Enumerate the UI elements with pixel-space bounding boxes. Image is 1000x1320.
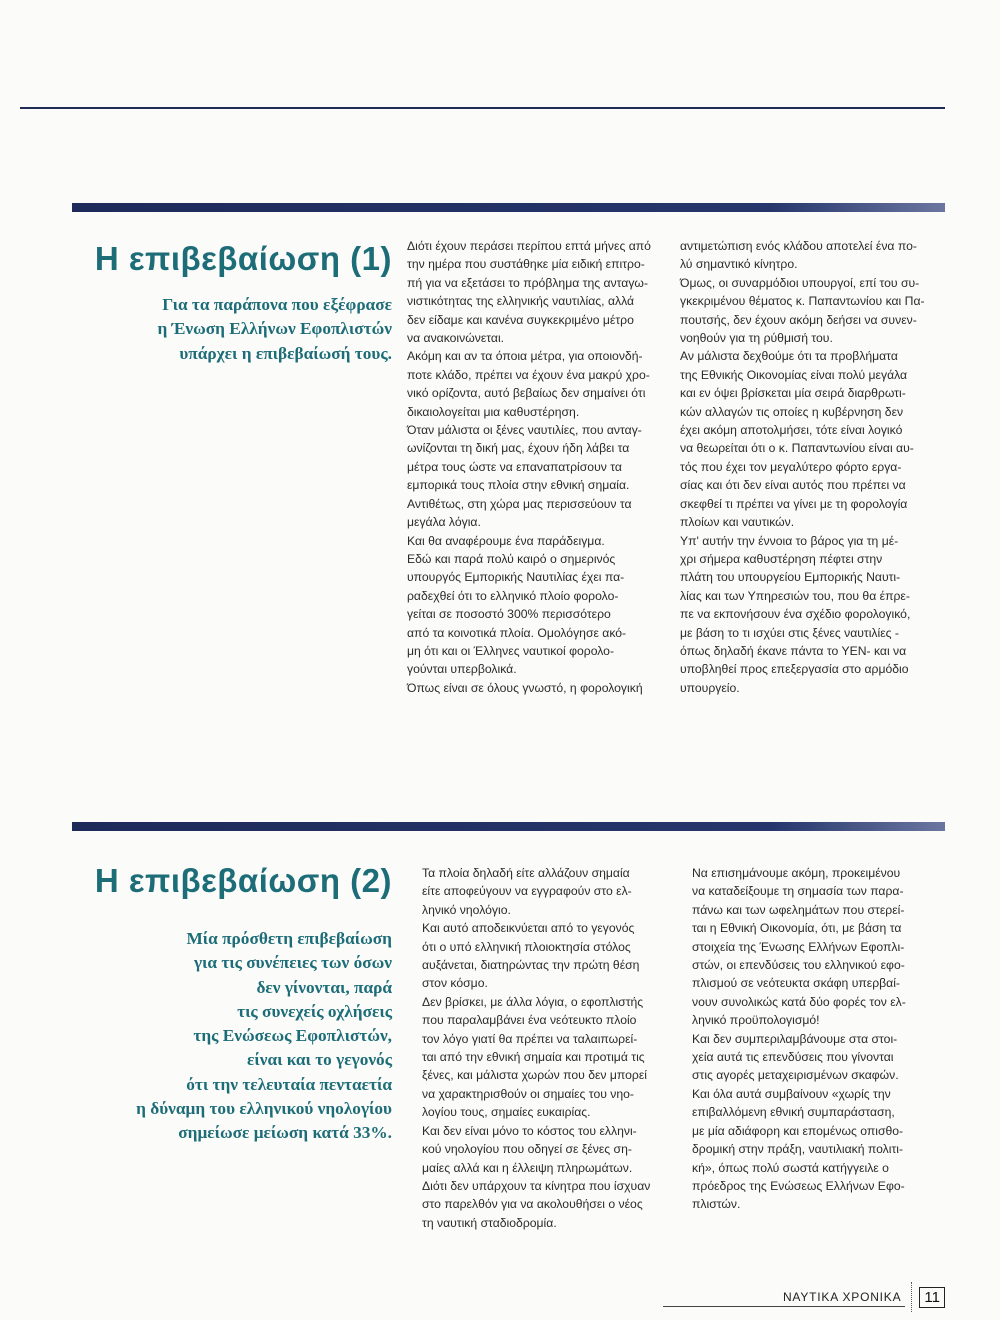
text-line: Αν μάλιστα δεχθούμε ότι τα προβλήματα	[680, 349, 898, 364]
deck-line: είναι και το γεγονός	[247, 1050, 392, 1070]
text-line: πλοίων και ναυτικών.	[680, 515, 795, 530]
text-line: Και αυτό αποδεικνύεται από το γεγονός	[422, 921, 635, 936]
magazine-name: ΝΑΥΤΙΚΑ ΧΡΟΝΙΚΑ	[663, 1288, 905, 1307]
text-line: Να επισημάνουμε ακόμη, προκειμένου	[692, 866, 901, 880]
text-line: με βάση το τι ισχύει στις ξένες ναυτιλίες -	[680, 625, 899, 640]
text-line: νουν συνολικώς κατά δύο φορές τον ελ-	[692, 994, 906, 1009]
text-line: τη ναυτική σταδιοδρομία.	[422, 1215, 557, 1230]
text-line: Διότι έχουν περάσει περίπου επτά μήνες από	[407, 239, 651, 253]
text-line: μέτρα τους ώστε να επαναπατρίσουν τα	[407, 459, 622, 474]
text-line: υπουργείο.	[680, 680, 740, 695]
text-line: μη ότι και οι Έλληνες ναυτικοί φορολο-	[407, 643, 615, 658]
text-line: Αντιθέτως, στη χώρα μας περισσεύουν τα	[407, 496, 632, 511]
text-line: κή», όπως πολύ σωστά κατήγγειλε ο	[692, 1160, 889, 1175]
text-line: ται η Εθνική Οικονομία, ότι, με βάση τα	[692, 921, 902, 936]
page-number: 11	[919, 1287, 945, 1308]
text-line: λίας και των Υπηρεσιών του, που θα έπρε-	[680, 588, 910, 603]
text-line: πάνω και των ωφελημάτων που στερεί-	[692, 902, 905, 917]
text-line: νοηθούν για τη ρύθμισή του.	[680, 331, 833, 346]
text-line: υπουργός Εμπορικής Ναυτιλίας έχει πα-	[407, 570, 625, 585]
deck-line: υπάρχει η επιβεβαίωσή τους.	[179, 343, 392, 363]
section-2-title: Η επιβεβαίωση (2)	[94, 862, 392, 899]
text-line: πλισμού σε νεότευκτα σκάφη υπερβαί-	[692, 976, 900, 991]
text-line: ποτε κλάδο, πρέπει να έχουν ένα μακρύ χρο-	[407, 367, 650, 382]
deck-line: δεν γίνονται, παρά	[256, 977, 392, 997]
text-line: πουτσής, δεν έχουν ακόμη δεήσει να συνεν-	[680, 312, 917, 327]
section-1-title: Η επιβεβαίωση (1)	[94, 240, 392, 277]
text-line: κών αλλαγών τις οποίες η κυβέρνηση δεν	[680, 404, 904, 419]
deck-line: σημείωσε μείωση κατά 33%.	[178, 1123, 392, 1143]
footer-divider	[911, 1282, 913, 1312]
text-line: να καταδείξουμε τη σημασία των παρα-	[692, 884, 904, 899]
text-line: έχει ακόμη αποτολμήσει, τότε είναι λογικό	[680, 423, 903, 438]
text-line: πρόεδρος της Ενώσεως Ελλήνων Εφο-	[692, 1178, 905, 1193]
text-line: τον λόγο γιατί θα πρέπει να ταλαιπωρεί-	[422, 1031, 638, 1046]
text-line: από τα κοινοτικά πλοία. Ομολόγησε ακό-	[407, 625, 627, 640]
text-line: ραδεχθεί ότι το ελληνικό πλοίο φορολο-	[407, 588, 619, 603]
text-line: είτε αποφεύγουν να εγγραφούν στο ελ-	[422, 884, 632, 899]
section-1-deck	[92, 293, 392, 366]
deck-line: Μία πρόσθετη επιβεβαίωση	[186, 929, 392, 948]
text-line: αυξάνεται, διατηρώντας την πρώτη θέση	[422, 958, 640, 973]
text-line: λύ σημαντικό κίνητρο.	[680, 257, 798, 272]
text-line: νιστικότητας της ελληνικής ναυτιλίας, αλλά	[407, 294, 635, 309]
deck-line: τις συνεχείς οχλήσεις	[237, 1001, 392, 1021]
text-line: δεν είδαμε και κανένα συγκεκριμένο μέτρο	[407, 312, 634, 327]
deck-line: η δύναμη του ελληνικού νηολογίου	[136, 1099, 392, 1119]
text-line: την ημέρα που συστάθηκε μία ειδική επιτρο-	[407, 257, 645, 272]
text-line: νικό ορίζοντα, αυτό βεβαίως δεν σημαίνει ότι	[407, 386, 646, 401]
text-line: σίας και ότι δεν είναι αυτός που πρέπει να	[680, 478, 906, 493]
text-line: αντιμετώπιση ενός κλάδου αποτελεί ένα πο-	[680, 239, 917, 253]
text-line: μεγάλα λόγια.	[407, 515, 481, 530]
text-line: ξένες, και μάλιστα χωρών που δεν μπορεί	[422, 1068, 647, 1083]
text-line: στοιχεία της Ένωσης Ελλήνων Εφοπλι-	[692, 939, 905, 954]
top-rule	[20, 107, 945, 109]
section-1-column-1	[407, 237, 651, 697]
text-line: εμπορικά τους πλοία στην εθνική σημαία.	[407, 478, 630, 493]
text-line: πε να εκπονήσουν ένα σχέδιο φορολογικό,	[680, 607, 911, 622]
text-line: γούνται υπερβολικά.	[407, 662, 517, 677]
deck-line: ότι την τελευταία πενταετία	[186, 1074, 392, 1094]
text-line: Υπ' αυτήν την έννοια το βάρος για τη μέ-	[680, 533, 899, 548]
deck-line: Για τα παράπονα που εξέφρασε	[162, 295, 392, 314]
text-line: Και δεν συμπεριλαμβάνουμε στα στοι-	[692, 1031, 898, 1046]
text-line: δρομική στην πράξη, ναυτιλιακή πολιτι-	[692, 1142, 904, 1157]
text-line: στο παρελθόν για να ακολουθήσει ο νέος	[422, 1197, 643, 1212]
text-line: πή για να εξετάσει το πρόβλημα της ανταγω-	[407, 275, 649, 290]
text-line: Και δεν είναι μόνο το κόστος του ελληνι-	[422, 1123, 637, 1138]
text-line: που παραλαμβάνει ένα νεότευκτο πλοίο	[422, 1013, 637, 1028]
text-line: γείται σε ποσοστό 300% περισσότερο	[407, 607, 611, 622]
section-1-column-2	[680, 237, 925, 697]
text-line: Και όλα αυτά συμβαίνουν «χωρίς την	[692, 1086, 891, 1101]
text-line: Εδώ και παρά πολύ καιρό ο σημερινός	[407, 551, 616, 566]
deck-line: για τις συνέπειες των όσων	[193, 953, 392, 973]
section-2-column-1	[422, 864, 650, 1232]
text-line: ληνικό νηολόγιο.	[422, 902, 511, 917]
text-line: τός που έχει τον μεγαλύτερο φόρτο εργα-	[680, 459, 902, 474]
text-line: ται από την εθνική σημαία και προτιμά τις	[422, 1050, 645, 1065]
text-line: Όταν μάλιστα οι ξένες ναυτιλίες, που ανταγ-	[407, 423, 642, 438]
deck-line: η Ένωση Ελλήνων Εφοπλιστών	[157, 319, 392, 339]
text-line: επιβαλλόμενη εθνική συμπαράσταση,	[692, 1105, 895, 1120]
text-line: να χαρακτηρισθούν οι σημαίες του νηο-	[422, 1086, 634, 1101]
text-line: της Εθνικής Οικονομίας είναι πολύ μεγάλα	[680, 367, 908, 382]
text-line: Όπως είναι σε όλους γνωστό, η φορολογική	[407, 680, 643, 695]
text-line: Τα πλοία δηλαδή είτε αλλάζουν σημαία	[422, 866, 630, 880]
deck-line: της Ενώσεως Εφοπλιστών,	[193, 1026, 392, 1046]
text-line: Δεν βρίσκει, με άλλα λόγια, ο εφοπλιστής	[422, 994, 644, 1009]
section-1-rule	[72, 203, 945, 212]
text-line: Διότι δεν υπάρχουν τα κίνητρα που ίσχυαν	[422, 1178, 651, 1193]
text-line: στις αγορές μεταχειρισμένων σκαφών.	[692, 1068, 899, 1083]
text-line: με μία αδιάφορη και επομένως οπισθο-	[692, 1123, 904, 1138]
text-line: πλιστών.	[692, 1197, 741, 1212]
text-line: χεία αυτά τις επενδύσεις που γίνονται	[692, 1050, 894, 1065]
section-2-deck	[92, 927, 392, 1146]
text-line: να ανακοινώνεται.	[407, 331, 505, 346]
text-line: Ακόμη και αν τα όποια μέτρα, για οποιονδή-	[407, 349, 643, 364]
text-line: στών, οι επενδύσεις του ελληνικού εφο-	[692, 958, 905, 973]
text-line: δικαιολογείται μια καθυστέρηση.	[407, 404, 580, 419]
text-line: μαίες αλλά και η έλλειψη πληρωμάτων.	[422, 1160, 633, 1175]
text-line: να θεωρείται ότι ο κ. Παπαντωνίου είναι αυ-	[680, 441, 914, 456]
section-2-rule	[72, 822, 945, 831]
text-line: χρι σήμερα καθυστέρηση πέφτει στην	[680, 551, 883, 566]
text-line: Και θα αναφέρουμε ένα παράδειγμα.	[407, 533, 605, 548]
text-line: πλάτη του υπουργείου Εμπορικής Ναυτι-	[680, 570, 901, 585]
text-line: και εν όψει βρίσκεται μία σειρά διαρθρωτι-	[680, 386, 906, 401]
text-line: όπως δηλαδή έκανε πάντα το ΥΕΝ- και να	[680, 643, 907, 658]
text-line: ότι ο υπό ελληνική πλοιοκτησία στόλος	[422, 939, 631, 954]
text-line: λογίου τους, σημαίες ευκαιρίας.	[422, 1105, 591, 1120]
text-line: στον κόσμο.	[422, 976, 488, 991]
text-line: υποβληθεί προς επεξεργασία στο αρμόδιο	[680, 662, 909, 677]
text-line: Όμως, οι συναρμόδιοι υπουργοί, επί του συ-	[680, 275, 920, 290]
section-2-column-2	[692, 864, 906, 1214]
text-line: γκεκριμένου θέματος κ. Παπαντωνίου και Πα-	[680, 294, 925, 309]
text-line: ωνίζονται τη δική μας, έχουν ήδη λάβει τα	[407, 441, 630, 456]
text-line: ληνικό προϋπολογισμό!	[692, 1013, 820, 1028]
text-line: κού νηολογίου που οδηγεί σε ξένες ση-	[422, 1142, 632, 1157]
page-footer	[663, 1282, 945, 1312]
text-line: σκεφθεί τι πρέπει να γίνει με τη φορολογία	[680, 496, 908, 511]
